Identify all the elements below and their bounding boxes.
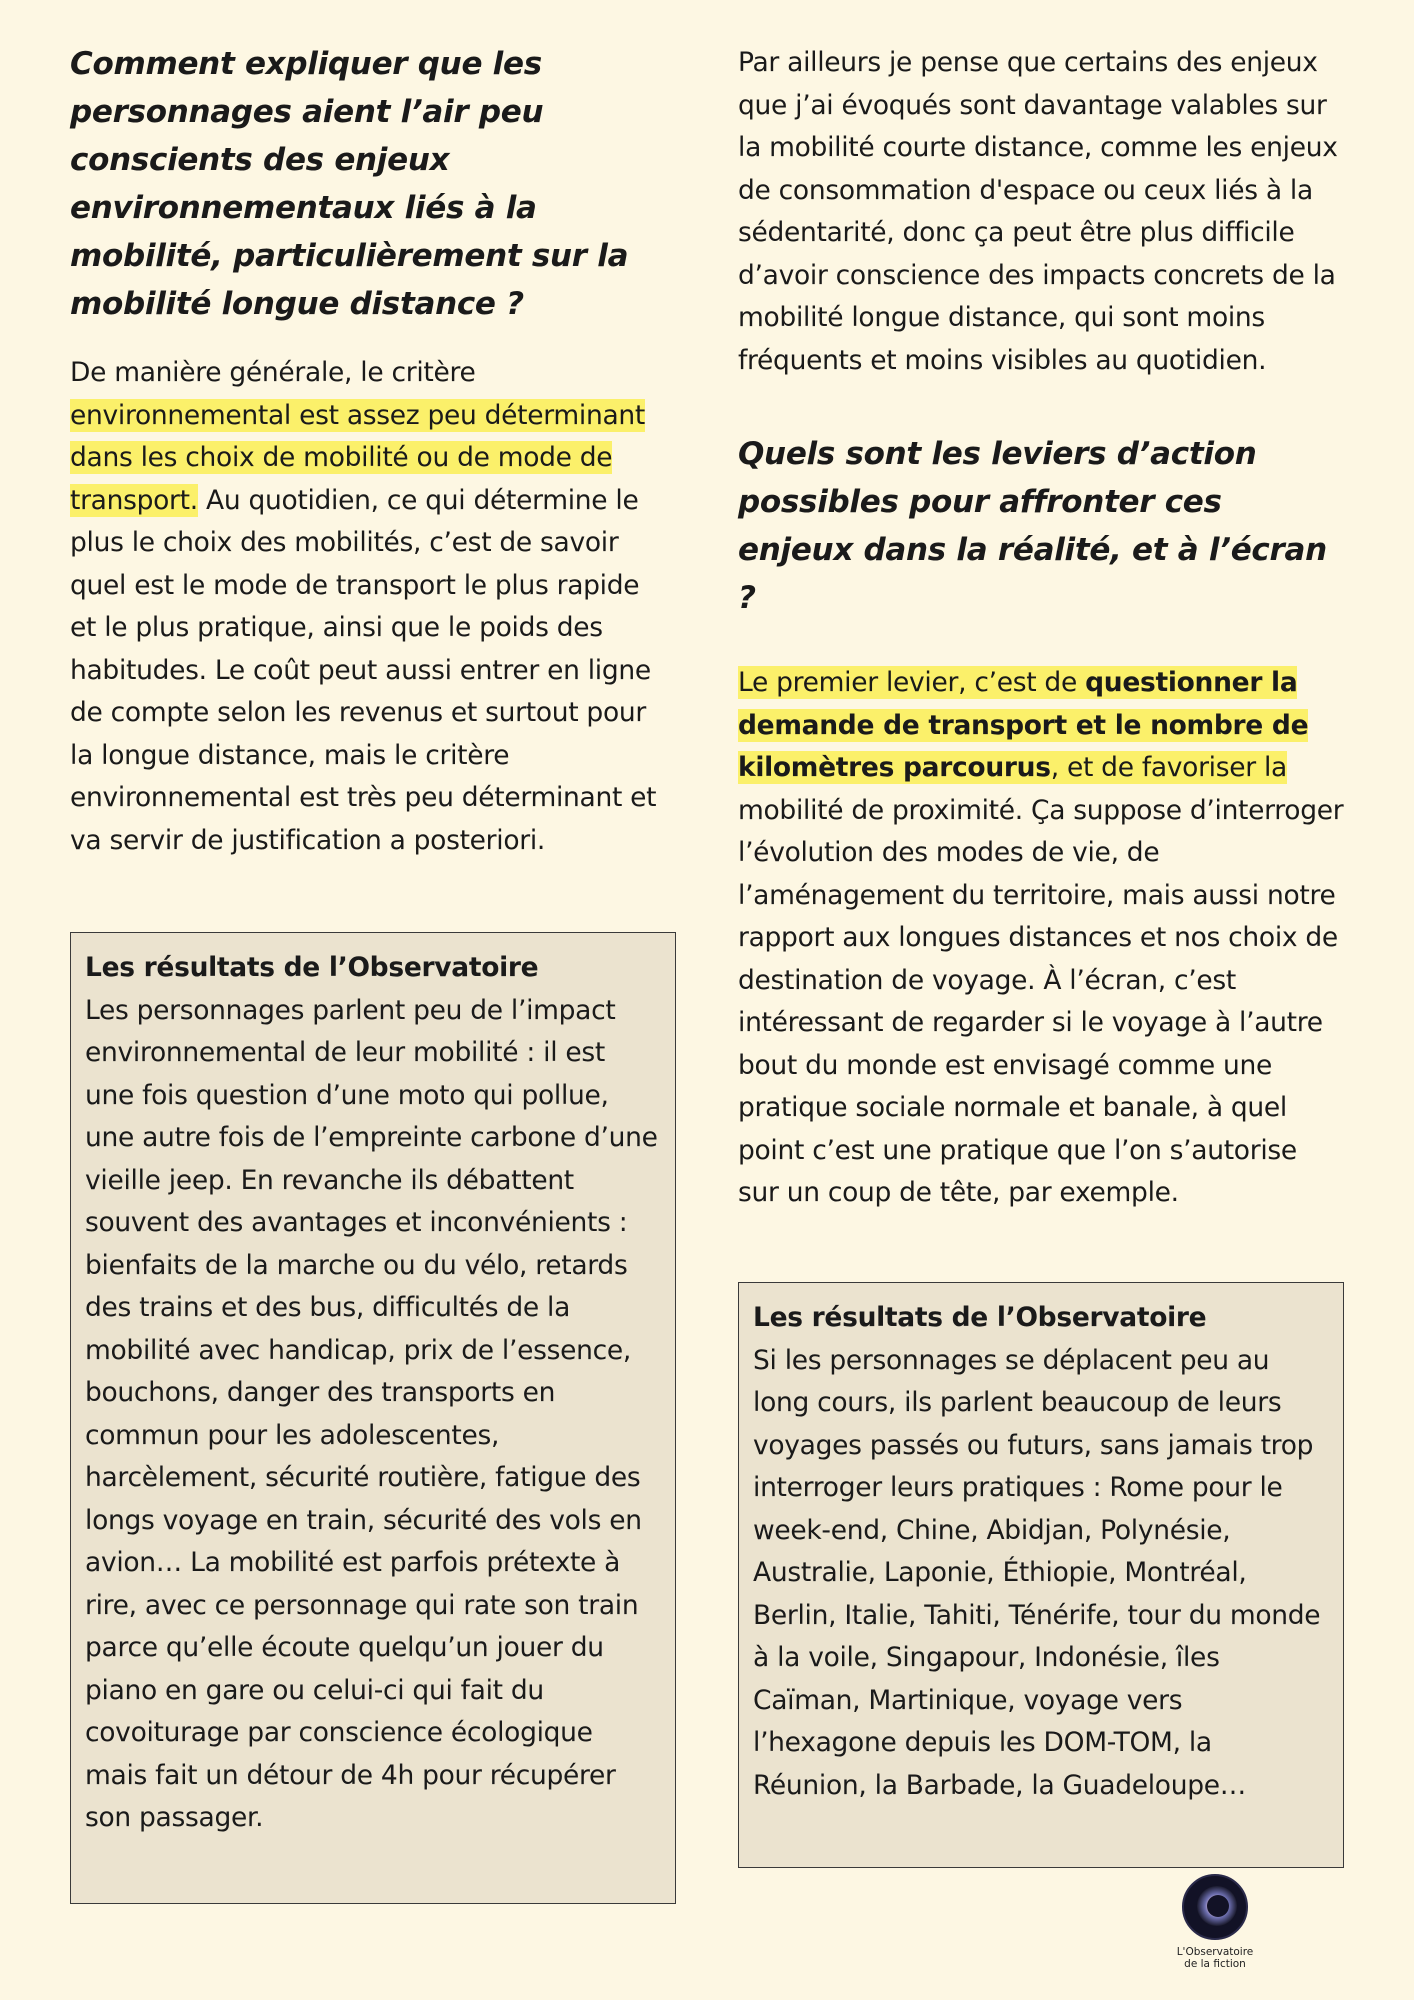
logo-line-2: de la fiction [1184,1958,1246,1970]
answer-rest: Au quotidien, ce qui détermine le plus le choix des mobilités, c’est de savoir quel est le mode de transport le plus rapide et le plus pratique, ainsi que le poids des habitudes. Le coût peut aussi entrer en ligne de compte selon les revenus et surtout pour la longue distance, mais le critère environnemental est très peu déterminant et va servir de justification a posteriori. [70,484,657,856]
observatoire-results-box-1 [70,932,676,1904]
answer-rest: mobilité de proximité. Ça suppose d’interroger l’évolution des modes de vie, de l’aménagement du territoire, mais aussi notre rapport aux longues distances et nos choix de destination de voyage. À l’écran, c’est intéressant de regarder si le voyage à l’autre bout du monde est envisagé comme une pratique sociale normale et banale, à quel point c’est une pratique que l’on s’autorise sur un coup de tête, par exemple. [738,794,1344,1208]
intro-paragraph: Par ailleurs je pense que certains des enjeux que j’ai évoqués sont davantage valables sur la mobilité courte distance, comme les enjeux de consommation d'espace ou ceux liés à la sédentarité, donc ça peut être plus difficile d’avoir conscience des impacts concrets de la mobilité longue distance, qui sont moins fréquents et moins visibles au quotidien. [738,47,1338,376]
question-heading-1: Comment expliquer que les personnages aient l’air peu conscients des enjeux environnementaux liés à la mobilité, particulièrement sur la mobilité longue distance ? [70,46,629,322]
box-text: Si les personnages se déplacent peu au long cours, ils parlent beaucoup de leurs voyages passés ou futurs, sans jamais trop interroger leurs pratiques : Rome pour le week-end, Chine, Abidjan, Polynésie, Australie, Laponie, Éthiopie, Montréal, Berlin, Italie, Tahiti, Ténérife, tour du monde à la voile, Singapour, Indonésie, îles Caïman, Martinique, voyage vers l’hexagone depuis les DOM-TOM, la Réunion, la Barbade, la Guadeloupe… [753,1344,1321,1801]
question-heading-2: Quels sont les leviers d’action possibles pour affronter ces enjeux dans la réalité, et à l’écran ? [738,436,1327,616]
bold-text: questionner la demande de transport et le nombre de kilomètres parcourus [738,667,1309,783]
left-column [70,40,670,862]
eye-logo-icon [1180,1872,1250,1942]
right-column [738,40,1344,1215]
logo-line-1: L'Observatoire [1176,1946,1254,1958]
highlighted-text: environnemental est assez peu déterminant dans les choix de mobilité ou de mode de transport. [70,399,645,516]
box-title: Les résultats de l’Observatoire [753,1302,1207,1333]
answer-intro: De manière générale, le critère [70,357,476,388]
highlighted-text [738,666,1308,784]
logo-text [1172,1946,1258,1970]
answer-paragraph-1 [70,352,670,862]
answer-intro: Le premier levier, c’est de [738,667,1086,698]
observatoire-results-box-2 [738,1282,1344,1868]
box-text: Les personnages parlent peu de l’impact environnemental de leur mobilité : il est une fois question d’une moto qui pollue, une autre fois de l’empreinte carbone d’une vieille jeep. En revanche ils débattent souvent des avantages et inconvénients : bienfaits de la marche ou du vélo, retards des trains et des bus, difficultés de la mobilité avec handicap, prix de l’essence, bouchons, danger des transports en commun pour les adolescentes, harcèlement, sécurité routière, fatigue des longs voyage en train, sécurité des vols en avion… La mobilité est parfois prétexte à rire, avec ce personnage qui rate son train parce qu’elle écoute quelqu’un jouer du piano en gare ou celui-ci qui fait du covoiturage par conscience écologique mais fait un détour de 4h pour récupérer son passager. [85,994,658,1833]
answer-paragraph-2 [738,662,1344,1215]
observatoire-logo [1172,1872,1258,1970]
box-title: Les résultats de l’Observatoire [85,952,539,983]
answer-tail: , et de favoriser la [1050,752,1287,783]
